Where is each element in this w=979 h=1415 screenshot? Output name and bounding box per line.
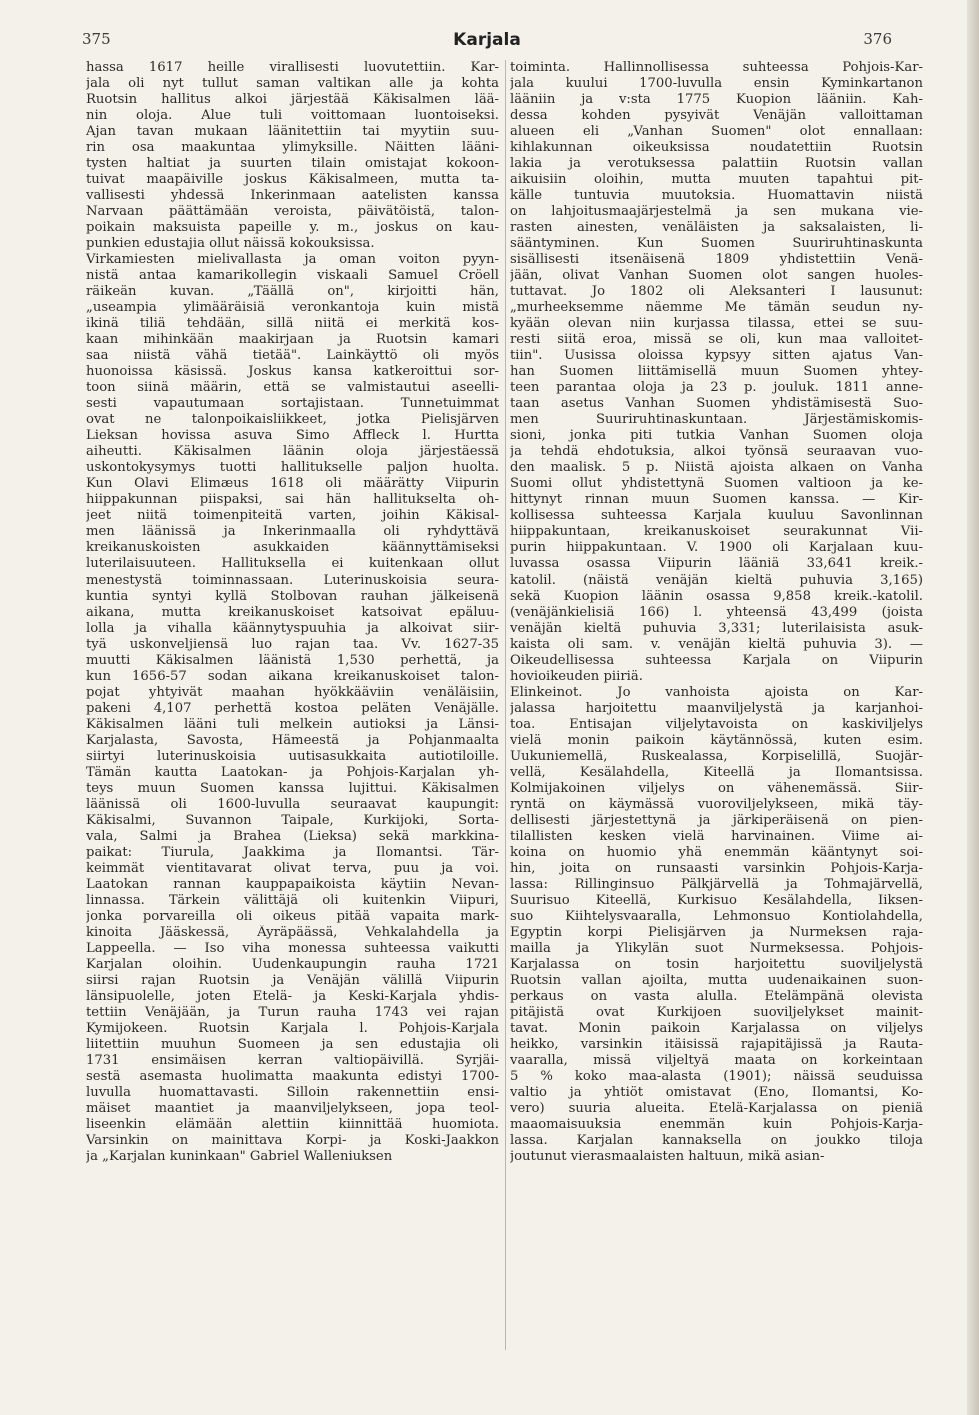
text-line: Ajan tavan mukaan läänitettiin tai myytiin suu- — [86, 124, 499, 140]
text-line: räikeän kuvan. „Täällä on", kirjoitti hän, — [86, 284, 499, 300]
text-line: ja tehdä ehdotuksia, alkoi työnsä seuraavan vuo- — [510, 444, 923, 460]
text-line: toon siinä määrin, että se valmistautui aseelli- — [86, 380, 499, 396]
text-line: Kymijokeen. Ruotsin Karjala l. Pohjois-Karjala — [86, 1020, 499, 1036]
text-line: men Suuriruhtinaskuntaan. Järjestämiskomis- — [510, 412, 923, 428]
text-line: vellä, Kesälahdella, Kiteellä ja Ilomantsissa. — [510, 764, 923, 780]
text-line: ovat ne talonpoikaisliikkeet, jotka Pielisjärven — [86, 412, 499, 428]
text-line: tuttavat. Jo 1802 oli Aleksanteri I lausunut: — [510, 284, 923, 300]
text-line: vaaralla, missä viljeltyä maata on korkeintaan — [510, 1052, 923, 1068]
text-line: „useampia ylimääräisiä veronkantoja kuin mistä — [86, 300, 499, 316]
text-line: vielä monin paikoin käytännössä, kuten esim. — [510, 732, 923, 748]
text-line: Narvaan päättämään veroista, päivätöistä, talon- — [86, 204, 499, 220]
text-line: resti siitä eroa, missä se oli, kun maa valloitet- — [510, 332, 923, 348]
text-line: punkien edustajia ollut näissä kokouksissa. — [86, 236, 375, 252]
text-line: aikuisiin oloihin, mutta muuten tapahtui pit- — [510, 172, 923, 188]
text-line: ikinä tiliä tehdään, sillä niitä ei merkitä kos- — [86, 316, 499, 332]
text-line: (venäjänkielisiä 166) l. yhteensä 43,499 (joista — [510, 604, 923, 620]
text-line: Lieksan hovissa asuva Simo Affleck l. Hurtta — [86, 428, 499, 444]
running-head-title: Karjala — [453, 30, 521, 50]
text-line: Uukuniemellä, Ruskealassa, Korpiselillä, Suojär- — [510, 748, 923, 764]
text-line: källe tuntuvia muutoksia. Huomattavin niistä — [510, 188, 923, 204]
text-line: rasten ainesten, venäläisten ja saksalaisten, li- — [510, 220, 923, 236]
text-line: koina on huomio yhä enemmän kääntynyt soi- — [510, 844, 923, 860]
text-line: heikko, varsinkin itäisissä rajapitäjissä ja Rauta- — [510, 1036, 923, 1052]
text-line: liseenkin elämään alettiin kiinnittää huomiota. — [86, 1117, 499, 1133]
text-line: tettiin Venäjään, ja Turun rauha 1743 vei rajan — [86, 1004, 499, 1020]
text-line: „murheeksemme näemme Me tämän seudun ny- — [510, 300, 923, 316]
text-line: Laatokan rannan kauppapaikoista käytiin Nevan- — [86, 876, 499, 892]
column-divider — [505, 60, 506, 1350]
text-line: den maalisk. 5 p. Niistä ajoista alkaen on Vanha — [510, 460, 923, 476]
text-line: nistä antaa kamarikollegin viskaali Samuel Cröell — [86, 268, 499, 284]
text-line: Ruotsin vallan ajoilta, mutta uudenaikainen suon- — [510, 972, 923, 988]
text-line: teys muun Suomen kanssa lujittui. Käkisalmen — [86, 780, 499, 796]
page-header — [82, 30, 892, 56]
text-line: pojat yhtyivät maahan hyökkääviin venäläisiin, — [86, 684, 499, 700]
text-line: rin osa maakuntaa ylimyksille. Näitten lääni- — [86, 140, 499, 156]
text-line: nin oloja. Alue tuli voittomaan luontoiseksi. — [86, 108, 499, 124]
text-line: Kolmijakoinen viljelys on vähenemässä. Siir- — [510, 780, 923, 796]
text-line: Lappeella. — Iso viha monessa suhteessa vaikutti — [86, 940, 499, 956]
text-line: valtio ja yhtiöt omistavat (Eno, Ilomantsi, Ko- — [510, 1085, 923, 1100]
text-line: aikana, mutta kreikanuskoiset katsoivat epäluu- — [86, 604, 499, 620]
text-line: Kun Olavi Elimæus 1618 oli määrätty Viipurin — [86, 476, 499, 492]
text-line: mäiset maantiet ja maanviljelykseen, jopa teol- — [86, 1101, 499, 1117]
text-line: sestä asemasta huolimatta maakunta edistyi 1700- — [86, 1068, 499, 1084]
text-line: dellisesti järjestettynä ja järkiperäisenä on pien- — [510, 812, 923, 828]
text-line: purin hiippakuntaan. V. 1900 oli Karjalaan kuu- — [510, 540, 923, 556]
text-line: tyä uskonveljiensä luo rajan taa. Vv. 1627-35 — [86, 636, 499, 652]
text-line: hovioikeuden piiriä. — [510, 668, 643, 684]
text-line: ryntä on käymässä vuoroviljelykseen, mikä täy- — [510, 796, 923, 812]
text-line: Tämän kautta Laatokan- ja Pohjois-Karjalan yh- — [86, 764, 499, 780]
text-line: sisällisesti itsenäisenä 1809 yhdistettiin Venä- — [510, 252, 923, 268]
text-line: huonoissa käsissä. Joskus kansa katkeroittui sor- — [86, 364, 499, 380]
text-line: han Suomen liittämisellä muun Suomen yhtey- — [510, 364, 923, 380]
text-line: toa. Entisajan viljelytavoista on kaskiviljelys — [510, 716, 923, 732]
text-line: Käkisalmi, Suvannon Taipale, Kurkijoki, Sorta- — [86, 812, 499, 828]
text-line: kollisessa suhteessa Karjala kuuluu Savonlinnan — [510, 508, 923, 524]
text-line: luterilaisuuteen. Hallituksella ei kuitenkaan ollut — [86, 556, 499, 572]
text-line: alueen eli „Vanhan Suomen" olot ennallaan: — [510, 124, 923, 140]
text-line: luvulla huomattavasti. Silloin rakennettiin ensi- — [86, 1085, 499, 1100]
text-line: katolil. (näistä venäjän kieltä puhuvia 3,165) — [510, 572, 923, 588]
text-line: dessa kohden pysyivät Venäjän valloittaman — [510, 108, 923, 124]
text-line: saa niistä vähä tietää". Lainkäyttö oli myös — [86, 348, 499, 364]
text-line: lassa. Karjalan kannaksella on joukko tiloja — [510, 1133, 923, 1149]
text-line: maaomaisuuksia enemmän kuin Pohjois-Karja- — [510, 1117, 923, 1133]
text-line: mailla ja Ylikylän suot Nurmeksessa. Pohjois- — [510, 940, 923, 956]
text-line: Virkamiesten mielivallasta ja oman voiton pyyn- — [86, 252, 499, 268]
text-line: lassa: Rillinginsuo Pälkjärvellä ja Tohmajärvellä, — [510, 876, 923, 892]
text-line: menestystä toiminnassaan. Luterinuskoisia seura- — [86, 572, 499, 588]
text-line: keimmät vientitavarat olivat terva, puu ja voi. — [86, 860, 499, 876]
text-line: men läänissä ja Inkerinmaalla oli ryhdyttävä — [86, 524, 499, 540]
text-line: hassa 1617 heille virallisesti luovutettiin. Kar- — [86, 60, 499, 75]
binding-edge — [967, 0, 979, 1415]
text-line: Suomi ollut yhdistettynä Suomen valtioon ja ke- — [510, 476, 923, 492]
text-line: liitettiin muuhun Suomeen ja sen edustajia oli — [86, 1036, 499, 1052]
text-line: sioni, jonka piti tutkia Vanhan Suomen oloja — [510, 428, 923, 444]
text-line: tuivat maapäiville joskus Käkisalmeen, mutta ta- — [86, 172, 499, 188]
text-line: lääniin ja v:sta 1775 Kuopion lääniin. Kah- — [510, 92, 923, 108]
text-line: Karjalan oloihin. Uudenkaupungin rauha 1721 — [86, 956, 499, 972]
right-text-column — [510, 60, 923, 1400]
text-line: Ruotsin hallitus alkoi järjestää Käkisalmen lää- — [86, 92, 499, 108]
text-line: siirsi rajan Ruotsin ja Venäjän välillä Viipurin — [86, 972, 499, 988]
text-line: jala oli nyt tullut saman valtikan alle ja kohta — [86, 76, 499, 92]
text-line: Suurisuo Kiteellä, Kurkisuo Kesälahdella, Iiksen- — [510, 892, 923, 908]
text-line: on lahjoitusmaajärjestelmä ja sen mukana vie- — [510, 204, 923, 220]
text-line: jonka porvareilla oli oikeus pitää vapaita mark- — [86, 908, 499, 924]
text-line: kun 1656-57 sodan aikana kreikanuskoiset talon- — [86, 668, 499, 684]
text-line: hin, joita on runsaasti varsinkin Pohjois-Karja- — [510, 860, 923, 876]
text-line: kaan mihinkään maakirjaan ja Ruotsin kamari — [86, 332, 499, 348]
text-line: aiheutti. Käkisalmen läänin oloja järjestäessä — [86, 444, 499, 460]
left-text-column — [86, 60, 499, 1400]
text-line: uskontokysymys tuotti hallitukselle paljon huolta. — [86, 460, 499, 476]
text-line: tysten haltiat ja suurten tilain omistajat kokoon- — [86, 156, 499, 172]
text-line: 1731 ensimäisen kerran valtiopäivillä. Syrjäi- — [86, 1052, 499, 1068]
text-line: venäjän kieltä puhuvia 3,331; luterilaisista asuk- — [510, 620, 923, 636]
text-line: perkaus on vasta alulla. Etelämpänä olevista — [510, 988, 923, 1004]
text-line: hiippakunnan piispaksi, sai hän hallitukselta oh- — [86, 492, 499, 508]
text-line: sesti vapautumaan sortajistaan. Tunnetuimmat — [86, 396, 499, 412]
text-line: kihlakunnan oikeuksissa noudatettiin Ruotsin — [510, 140, 923, 156]
text-line: hittynyt rinnan muun Suomen kanssa. — Kir- — [510, 492, 923, 508]
text-line: taan asetus Vanhan Suomen yhdistämisestä Suo- — [510, 396, 923, 412]
text-line: kyään olevan niin kurjassa tilassa, ettei se suu- — [510, 316, 923, 332]
text-line: suo Kiihtelysvaaralla, Lehmonsuo Kontiolahdella, — [510, 908, 923, 924]
text-line: Karjalassa on tosin harjoitettu suoviljelystä — [510, 956, 923, 972]
page-number-right: 376 — [863, 30, 892, 48]
text-line: muutti Käkisalmen läänistä 1,530 perhettä, ja — [86, 652, 499, 668]
text-line: hiippakuntaan, kreikanuskoiset seurakunnat Vii- — [510, 524, 923, 540]
text-line: Egyptin korpi Pielisjärven ja Nurmeksen raja- — [510, 924, 923, 940]
text-line: jään, olivat Vanhan Suomen olot sangen huoles- — [510, 268, 923, 284]
text-line: lolla ja vihalla käännytyspuuhia ja alkoivat siir- — [86, 620, 499, 636]
text-line: pakeni 4,107 perhettä kostoa peläten Venäjälle. — [86, 700, 499, 716]
text-line: vallisesti yhdessä Inkerinmaan aatelisten kanssa — [86, 188, 499, 204]
text-line: ja „Karjalan kuninkaan" Gabriel Walleniuksen — [86, 1149, 393, 1165]
text-line: Käkisalmen lääni tuli melkein autioksi ja Länsi- — [86, 716, 499, 732]
text-line: poikain maksuista papeille y. m., joskus on kau- — [86, 220, 499, 236]
text-line: tavat. Monin paikoin Karjalassa on viljelys — [510, 1020, 923, 1036]
text-line: vero) suuria alueita. Etelä-Karjalassa on pieniä — [510, 1101, 923, 1117]
text-line: 5 % koko maa-alasta (1901); näissä seuduissa — [510, 1068, 923, 1084]
text-line: jalassa harjoitettu maanviljelystä ja karjanhoi- — [510, 700, 923, 716]
text-line: sekä Kuopion läänin osassa 9,858 kreik.-katolil. — [510, 588, 923, 604]
text-line: tiin". Uusissa oloissa kypsyy sitten ajatus Van- — [510, 348, 923, 364]
text-line: läänissä oli 1600-luvulla seuraavat kaupungit: — [86, 796, 499, 812]
text-line: länsipuolelle, joten Etelä- ja Keski-Karjala yhdis- — [86, 988, 499, 1004]
text-line: Elinkeinot. Jo vanhoista ajoista on Kar- — [510, 684, 923, 700]
text-line: joutunut vierasmaalaisten haltuun, mikä asian- — [510, 1149, 825, 1165]
text-line: teen parantaa oloja ja 23 p. jouluk. 1811 anne- — [510, 380, 923, 396]
text-line: kreikanuskoisten asukkaiden käännyttämiseksi — [86, 540, 499, 556]
text-line: siirtyi luterinuskoisia uutisasukkaita autiotiloille. — [86, 748, 499, 764]
text-line: Karjalasta, Savosta, Hämeestä ja Pohjanmaalta — [86, 732, 499, 748]
text-line: toiminta. Hallinnollisessa suhteessa Pohjois-Kar- — [510, 60, 923, 75]
text-line: jala kuului 1700-luvulla ensin Kyminkartanon — [510, 76, 923, 92]
text-line: pitäjistä ovat Kurkijoen suoviljelykset mainit- — [510, 1004, 923, 1020]
text-line: jeet niitä toimenpiteitä varten, joihin Käkisal- — [86, 508, 499, 524]
text-line: kuntia syntyi kyllä Stolbovan rauhan jälkeisenä — [86, 588, 499, 604]
text-line: kaista oli sam. v. venäjän kieltä puhuvia 3). — — [510, 636, 923, 652]
text-line: tilallisten kesken vielä harvinainen. Viime ai- — [510, 828, 923, 844]
text-line: lakia ja verotuksessa palattiin Ruotsin vallan — [510, 156, 923, 172]
text-line: linnassa. Tärkein välittäjä oli kuitenkin Viipuri, — [86, 892, 499, 908]
text-line: kinoita Jääskessä, Äyräpäässä, Vehkalahdella ja — [86, 924, 499, 940]
text-line: Varsinkin on mainittava Korpi- ja Koski-Jaakkon — [86, 1133, 499, 1149]
text-line: Oikeudellisessa suhteessa Karjala on Viipurin — [510, 652, 923, 668]
text-line: paikat: Tiurula, Jaakkima ja Ilomantsi. Tär- — [86, 844, 499, 860]
page-number-left: 375 — [82, 30, 111, 48]
text-line: luvassa osassa Viipurin lääniä 33,641 kreik.- — [510, 556, 923, 572]
text-line: vala, Salmi ja Brahea (Lieksa) sekä markkina- — [86, 828, 499, 844]
text-line: sääntyminen. Kun Suomen Suuriruhtinaskunta — [510, 236, 923, 252]
